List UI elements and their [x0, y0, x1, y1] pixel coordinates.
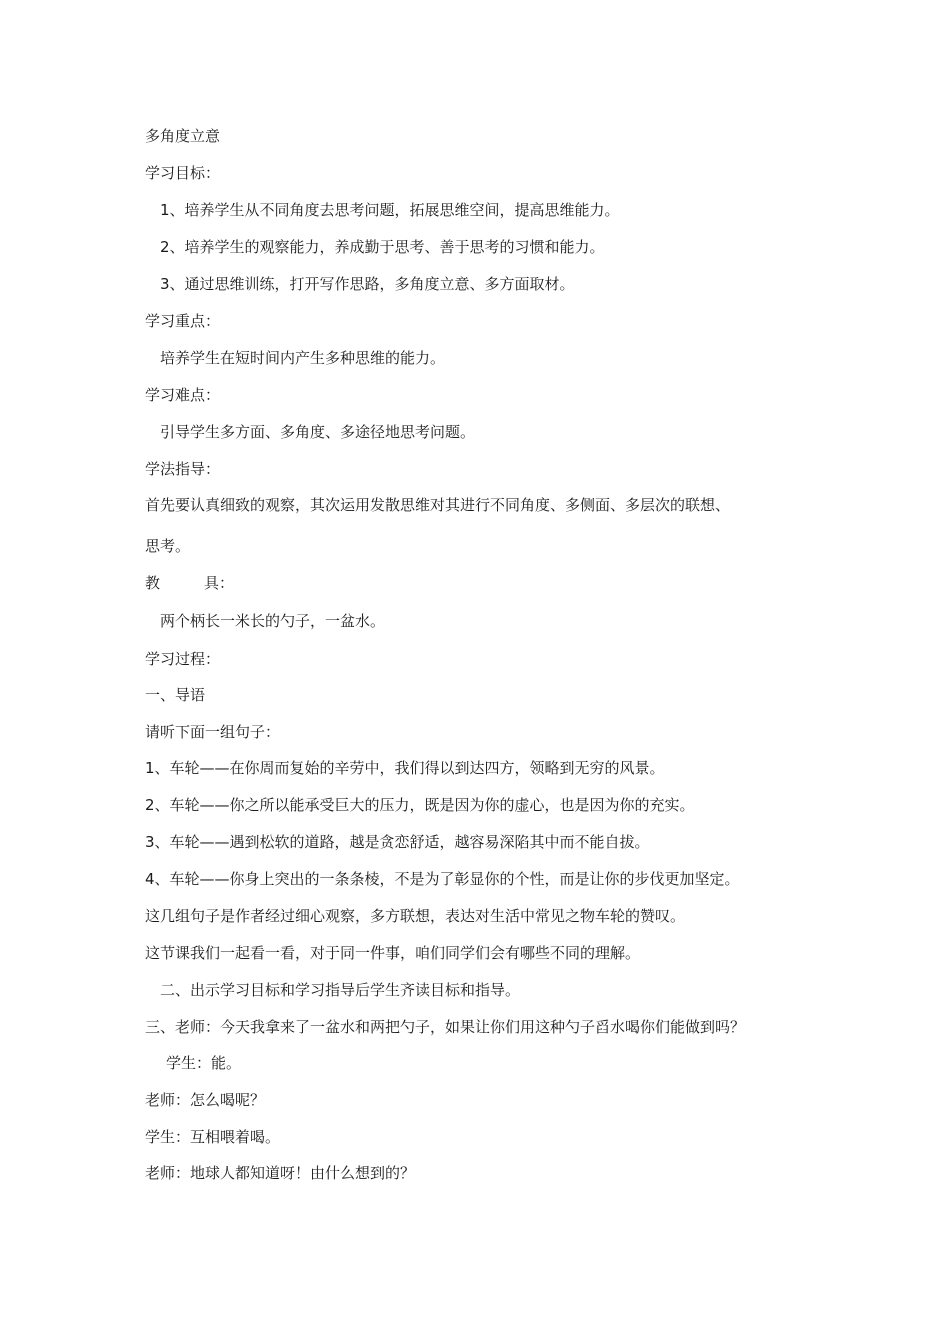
listen-prompt: 请听下面一组句子： — [145, 723, 281, 741]
dialog-line: 老师：地球人都知道呀！由什么想到的？ — [145, 1164, 416, 1182]
section-3-heading: 三、老师：今天我拿来了一盆水和两把勺子，如果让你们用这种勺子舀水喝你们能做到吗？ — [145, 1018, 746, 1036]
objective-item: 3、通过思维训练，打开写作思路，多角度立意、多方面取材。 — [160, 275, 575, 293]
section-2-heading: 二、出示学习目标和学习指导后学生齐读目标和指导。 — [160, 981, 521, 999]
dialog-line: 学生：能。 — [166, 1054, 242, 1072]
key-text: 培养学生在短时间内产生多种思维的能力。 — [160, 349, 446, 367]
wheel-sentence: 1、车轮——在你周而复始的辛劳中，我们得以到达四方，领略到无穷的风景。 — [145, 759, 665, 777]
wheel-sentence: 4、车轮——你身上突出的一条条棱，不是为了彰显你的个性，而是让你的步伐更加坚定。 — [145, 870, 740, 888]
summary-text: 这节课我们一起看一看，对于同一件事，咱们同学们会有哪些不同的理解。 — [145, 944, 641, 962]
dialog-line: 学生：互相喂着喝。 — [145, 1128, 281, 1146]
tools-text: 两个柄长一米长的勺子，一盆水。 — [160, 612, 386, 630]
summary-text: 这几组句子是作者经过细心观察，多方联想，表达对生活中常见之物车轮的赞叹。 — [145, 907, 686, 925]
method-heading: 学法指导： — [145, 460, 221, 478]
doc-title: 多角度立意 — [145, 127, 221, 145]
difficulty-text: 引导学生多方面、多角度、多途径地思考问题。 — [160, 423, 476, 441]
wheel-sentence: 3、车轮——遇到松软的道路，越是贪恋舒适，越容易深陷其中而不能自拔。 — [145, 833, 650, 851]
method-text-continued: 思考。 — [145, 537, 191, 555]
objectives-heading: 学习目标： — [145, 164, 221, 182]
section-1-heading: 一、导语 — [145, 686, 206, 704]
tools-heading-a: 教 — [145, 574, 161, 592]
difficulty-heading: 学习难点： — [145, 386, 221, 404]
dialog-line: 老师：怎么喝呢？ — [145, 1091, 266, 1109]
key-heading: 学习重点： — [145, 312, 221, 330]
tools-heading — [145, 573, 234, 593]
process-heading: 学习过程： — [145, 650, 221, 668]
tools-heading-b: 具： — [204, 574, 235, 592]
method-text: 首先要认真细致的观察，其次运用发散思维对其进行不同角度、多侧面、多层次的联想、 — [145, 496, 731, 514]
wheel-sentence: 2、车轮——你之所以能承受巨大的压力，既是因为你的虚心，也是因为你的充实。 — [145, 796, 695, 814]
objective-item: 1、培养学生从不同角度去思考问题，拓展思维空间，提高思维能力。 — [160, 201, 620, 219]
objective-item: 2、培养学生的观察能力，养成勤于思考、善于思考的习惯和能力。 — [160, 238, 605, 256]
